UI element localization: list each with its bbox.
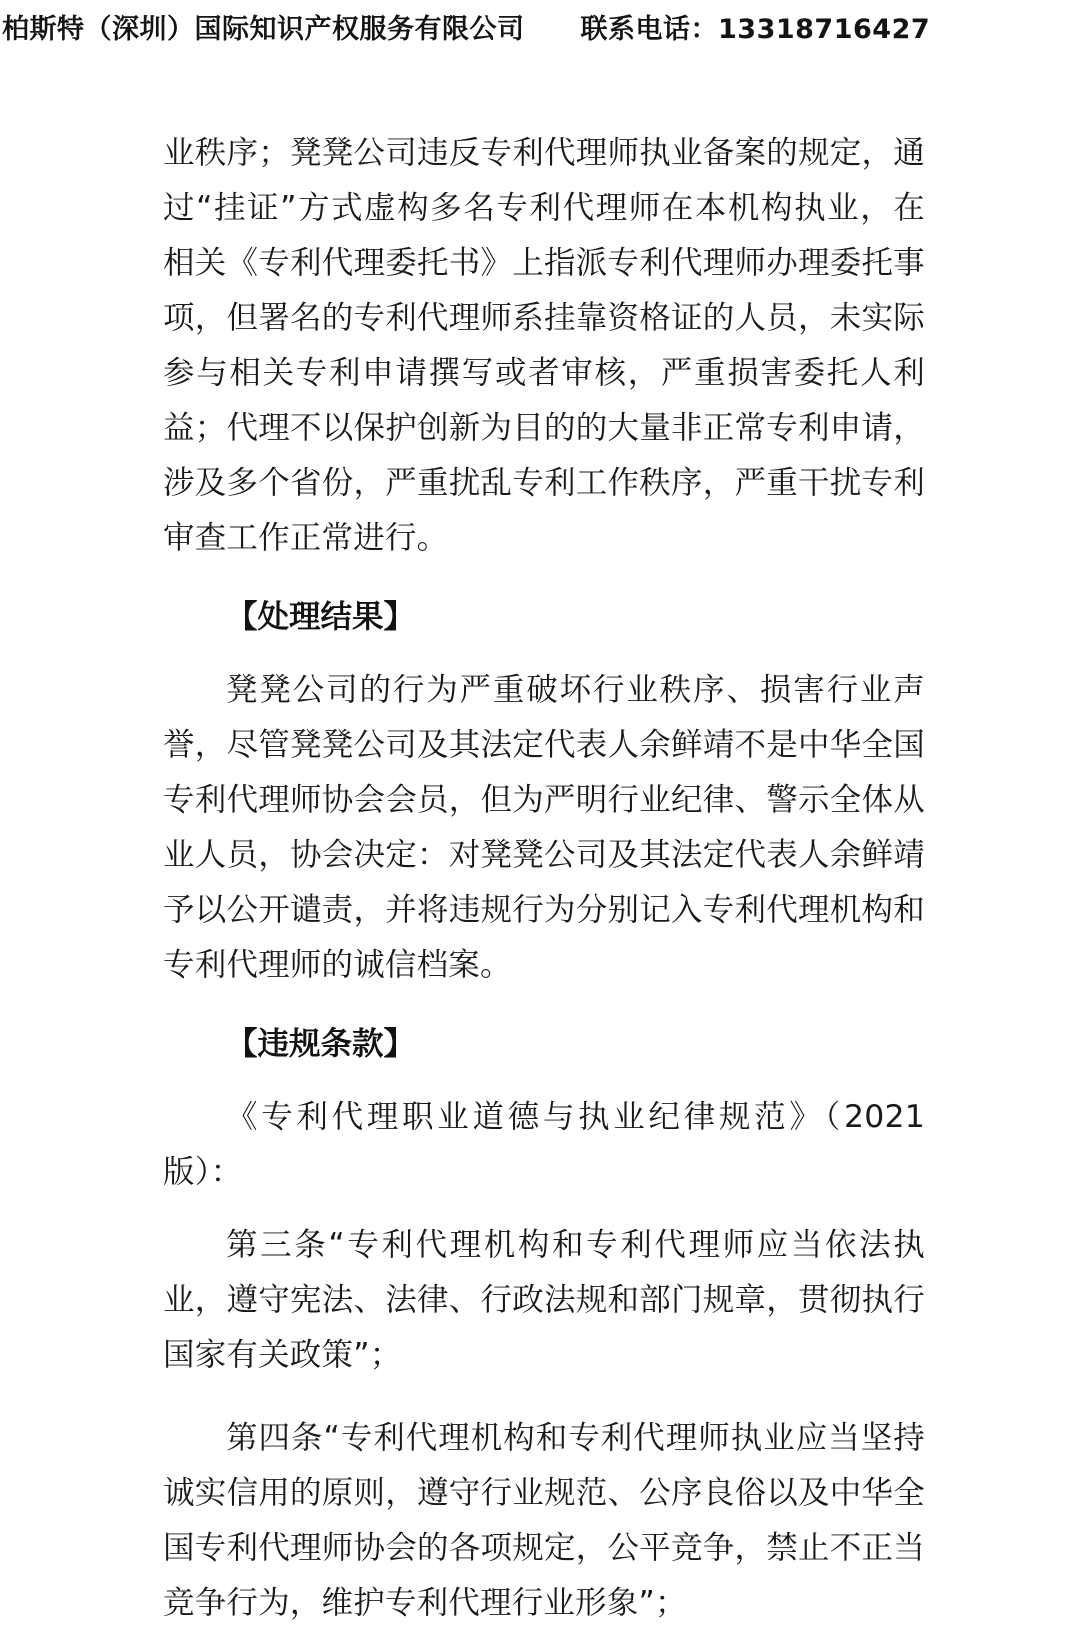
spacer xyxy=(163,1072,925,1090)
clause-source-title: 《专利代理职业道德与执业纪律规范》（2021 版）： xyxy=(163,1099,925,1190)
document-body xyxy=(163,126,925,1631)
page-header-banner xyxy=(0,0,1080,52)
spacer xyxy=(163,566,925,590)
clause-article-four: 第四条“专利代理机构和专利代理师执业应当坚持诚实信用的原则，遵守行业规范、公序良俗以及中华全国专利代理师协会的各项规定，公平竞争，禁止不正当竞争行为，维护专利代理行业形象”； xyxy=(163,1420,925,1621)
spacer xyxy=(163,993,925,1017)
spacer xyxy=(163,1200,925,1218)
contact-phone: 联系电话：13318716427 xyxy=(580,13,931,45)
spacer xyxy=(163,645,925,663)
spacer xyxy=(163,1383,925,1411)
paragraph-violation-continued: 业秩序；凳凳公司违反专利代理师执业备案的规定，通过“挂证”方式虚构多名专利代理师在本机构执业，在相关《专利代理委托书》上指派专利代理师办理委托事项，但署名的专利代理师系挂靠资格证的人员，未实际参与相关专利申请撰写或者审核，严重损害委托人利益；代理不以保护创新为目的的大量非正常专利申请，涉及多个省份，严重扰乱专利工作秩序，严重干扰专利审查工作正常进行。 xyxy=(163,135,925,556)
paragraph-handling-result: 凳凳公司的行为严重破坏行业秩序、损害行业声誉，尽管凳凳公司及其法定代表人余鲜靖不是中华全国专利代理师协会会员，但为严明行业纪律、警示全体从业人员，协会决定：对凳凳公司及其法定代表人余鲜靖予以公开谴责，并将违规行为分别记入专利代理机构和专利代理师的诚信档案。 xyxy=(163,672,925,983)
company-name: 柏斯特（深圳）国际知识产权服务有限公司 xyxy=(2,13,525,45)
heading-violated-clauses: 【违规条款】 xyxy=(226,1026,416,1062)
heading-handling-result: 【处理结果】 xyxy=(226,599,416,635)
clause-article-three: 第三条“专利代理机构和专利代理师应当依法执业，遵守宪法、法律、行政法规和部门规章，贯彻执行国家有关政策”； xyxy=(163,1227,925,1373)
